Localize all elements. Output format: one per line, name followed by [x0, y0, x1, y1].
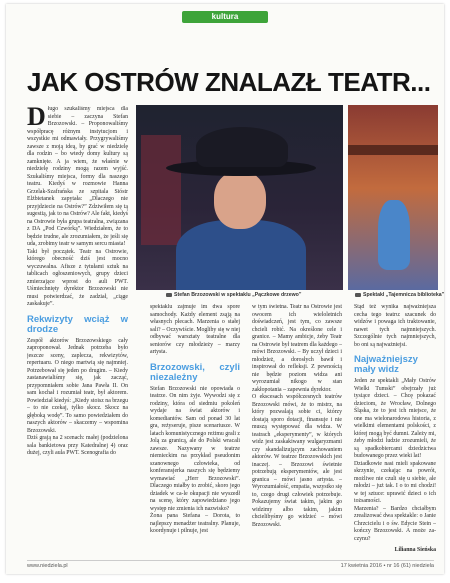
- paragraph: Żona pana Stefana – Dorota, to najlepszy menadżer teatralny. Planuje, koordynuje i pilnuje, jest: [150, 513, 240, 534]
- secondary-photo: [348, 105, 438, 290]
- camera-icon: [355, 293, 361, 297]
- article-column-2: [150, 304, 240, 554]
- section-tag: kultura: [182, 11, 268, 23]
- paragraph: Stąd też wynika najważniejsza cecha tego teatru: szacunek do widzów i powaga ich traktowanie, nawet tych najmniejszych. Szczególnie tych najmniejszych, bo oni są najważniejsi.: [354, 304, 436, 348]
- article-headline: JAK OSTRÓW ZNALAZŁ TEATR...: [27, 67, 431, 97]
- page-footer: [27, 560, 434, 571]
- footer-url[interactable]: www.niedziela.pl: [27, 563, 68, 569]
- article-column-1: [27, 106, 128, 554]
- paragraph: Dziś grają na 2 scenach: małej (podzielona sala bankietowa przy Katedralnej 4) oraz dużej, czyli aula PWT. Scenografia do: [27, 435, 128, 456]
- newspaper-page: [6, 4, 444, 574]
- subheading: Brzozowski, czyli niezależny: [150, 361, 240, 383]
- drop-cap: D: [27, 106, 46, 131]
- actor-figure: [378, 200, 410, 270]
- stage-backdrop: [141, 135, 181, 245]
- article-column-4: [354, 304, 436, 554]
- paragraph: Taki był początek. Teatr na Ostrowie, którego obecność dziś jest mocno wyczuwalna. Afisze z tytułami sztuk na tablicach ogłoszeniowych, grupy dzieci zmierzające wprost do auli PWT. Uśmiechnięty dyrektor Brzozowski nie musi potwierdzać, że zadział, „ciąge zaskakuje”.: [27, 248, 128, 307]
- actor-face: [214, 171, 266, 229]
- photo-caption-secondary: Spektakl „Tajemnicza biblioteka”: [355, 292, 444, 299]
- camera-icon: [166, 293, 172, 297]
- bookshelf: [348, 145, 438, 155]
- paragraph: w tym świetna. Teatr na Ostrowie jest owocem ich wieloletnich doświadczeń, jest tym, co zawsze chcieli robić. Na określone cele i granice. – Mamy ambicje, żeby Teatr na Ostrowie był teatrem dla każdego – mówi Brzozowski. – By uczył dzieci i młodzież, a dorosłych bawił i inspirował do refleksji. Z pewnością nie będzie poziom widza ani wyrozumiał nikogo w stan zakłopotania – zapewnia dyrektor.: [252, 304, 342, 393]
- paragraph: Jeden ze spektakli „Mały Ostrów Wielki Tumski” obejrzały już tysiące dzieci. – Chcę pokazać dzieciom, że Wrocław, Dolnego Śląska, że to jest ich miejsce, że one ma wielonarodowa historia, z wielkimi elementami polskości, z której mogą być dumni. Zależy mi, żeby młodzi ludzie zrozumieli, że są spadkobiercami dziedzictwa budowanego przez wieki lat!: [354, 378, 436, 459]
- costume-robe: [176, 220, 306, 290]
- author-signature: Lilianna Sieńska: [394, 547, 436, 553]
- wizard-hat: [196, 127, 288, 167]
- paragraph: spektaklu zajmuje im dwa spore samochody. Każdy element zsąją na własnych plecach. Marzenia o stałej sali? – Oczywiście. Mogliby się w niej odbywać warsztaty teatralne dla seniorów czy młodzieży – marzy artysta.: [150, 304, 240, 355]
- paragraph: Dziadkowie nasi mieli spakowane skrzynie, czekając na powrót, możliwe nie czuli się u siebie, ale młodzi – już tak. I o to mi chodzi! w tej sztuce: uprawić dzieci o ich tożsamości.: [354, 460, 436, 504]
- footer-issue-info: 17 kwietnia 2016 • nr 16 (61) niedziela: [340, 563, 434, 569]
- photo-caption-main: Stefan Brzozowski w spektaklu „Pączkowe drzewo”: [166, 292, 301, 299]
- article-column-3: [252, 304, 342, 554]
- paragraph: Marzenia? – Bardzo chciałbym zrealizować dwa spektakle: o Janie Chrzcicielu i o św. Edycie Stein – kończy Brzozowski. A może za-czynu?: [354, 505, 436, 542]
- main-photo: [136, 105, 343, 290]
- subheading: Rekwizyty wciąż w drodze: [27, 313, 128, 335]
- paragraph: ługo szukaliśmy miejsca dla siebie – zaczyna Stefan Brzozowski. – Proponowaliśmy współpracę różnym instytucjom i wszystkie mi odmawiały. Przygrywaliśmy zawsze z moją ideą, by grać w niedzielę dla rodzin – bo wtedy domy kultury są zamknięte. A ja wiem, że właśnie w niedzielę rodziny mogą razem wyjść. Szukaliśmy miejsca, formy dla naszego teatru. Kiedyś w rozmowie Hanna Grzelak-Szafrańska ze szpitala Sióstr Elżbietanek zapytała: „Dlaczego nie przyjdziecie na Ostrów?” Zdziwiłem się tą sugestią, jak to na Ostrów? Ale fakt, kiedyś na Ostrowie była grupa teatralna, związana z DA „Pod Czwórką”. Wiedziałem, że to będzie trudne, ale zrozumiałem, że jeśli się uda, zrobimy teatr w samym sercu miasta!: [27, 106, 128, 247]
- paragraph: Stefan Brzozowski nie opowiada o teatrze. On nim żyje. Wywodzi się z rodziny, która od siedmiu pokoleń wydaje na świat aktorów i komediantów. Sam od ponad 30 lat gra, reżyseruje, pisze scenariusze. W latach komunistycznego reżimu grali z Jolą za granicą, ale do Polski wracali zawsze. Nazywany w teatrze niemieckim na przykład pseudonim szanownego człowieka, od konferansjerka naszych się będziemy wymawiać „Herr Brzozowski”. Dlaczego miałby to zrobić, skoro jego dziadek w ca-le okupacji nie wyszedł na scenę, który zapowiedziano jego występ nie zmienia ich nazwisko?: [150, 385, 240, 512]
- paragraph: Zespół aktorów Brzozowskiego cały zaproponował. Jednak potrzeba było jeszcze sceny, zaplecza, rekwizytów, repertuaru. O niego martwią się najmniej. Potrzebował się jeden po drugim. – Kiedy zastanawialiśmy się, jak zacząć, przypomniałem sobie Jana Pawła II. On sam kochał i rozumiał teatr, był aktorem. Powiedział kiedyś: „Kiedy stoisz na brzegu – to nie czekaj, tylko skocz. Skocz na głęboką wodę”. To samo powiedziałem do naszych aktorów – skaczemy – wspomina Brzozowski.: [27, 337, 128, 434]
- subheading: Najważniejszy mały widz: [354, 354, 418, 375]
- paragraph: O ekscesach współczesnych teatrów Brzozowski mówi, że to mistrz, na który pozwalają sobie ci, którzy dostają sporo dotacji, finansuje i nie muszą występować dla widza. W teatrach „eksperymenty”, w których widz jest zaskakiwany wulgaryzmami czy skandalizującym zachowaniem aktorów. W teatrze Brzozowskich jest inaczej. – Brzozowi świetnie potrzebują eksperymentów, ale jest granica – mówi jasno artysta. – Wyrozumiałość, empatia, wszystko się to, czego drugi człowiek potrzebuje. Pokazujemy świat takim, jakim go widzimy albo takim, jakim chcielibyśmy go widzieć – mówi Brzozowski.: [252, 394, 342, 528]
